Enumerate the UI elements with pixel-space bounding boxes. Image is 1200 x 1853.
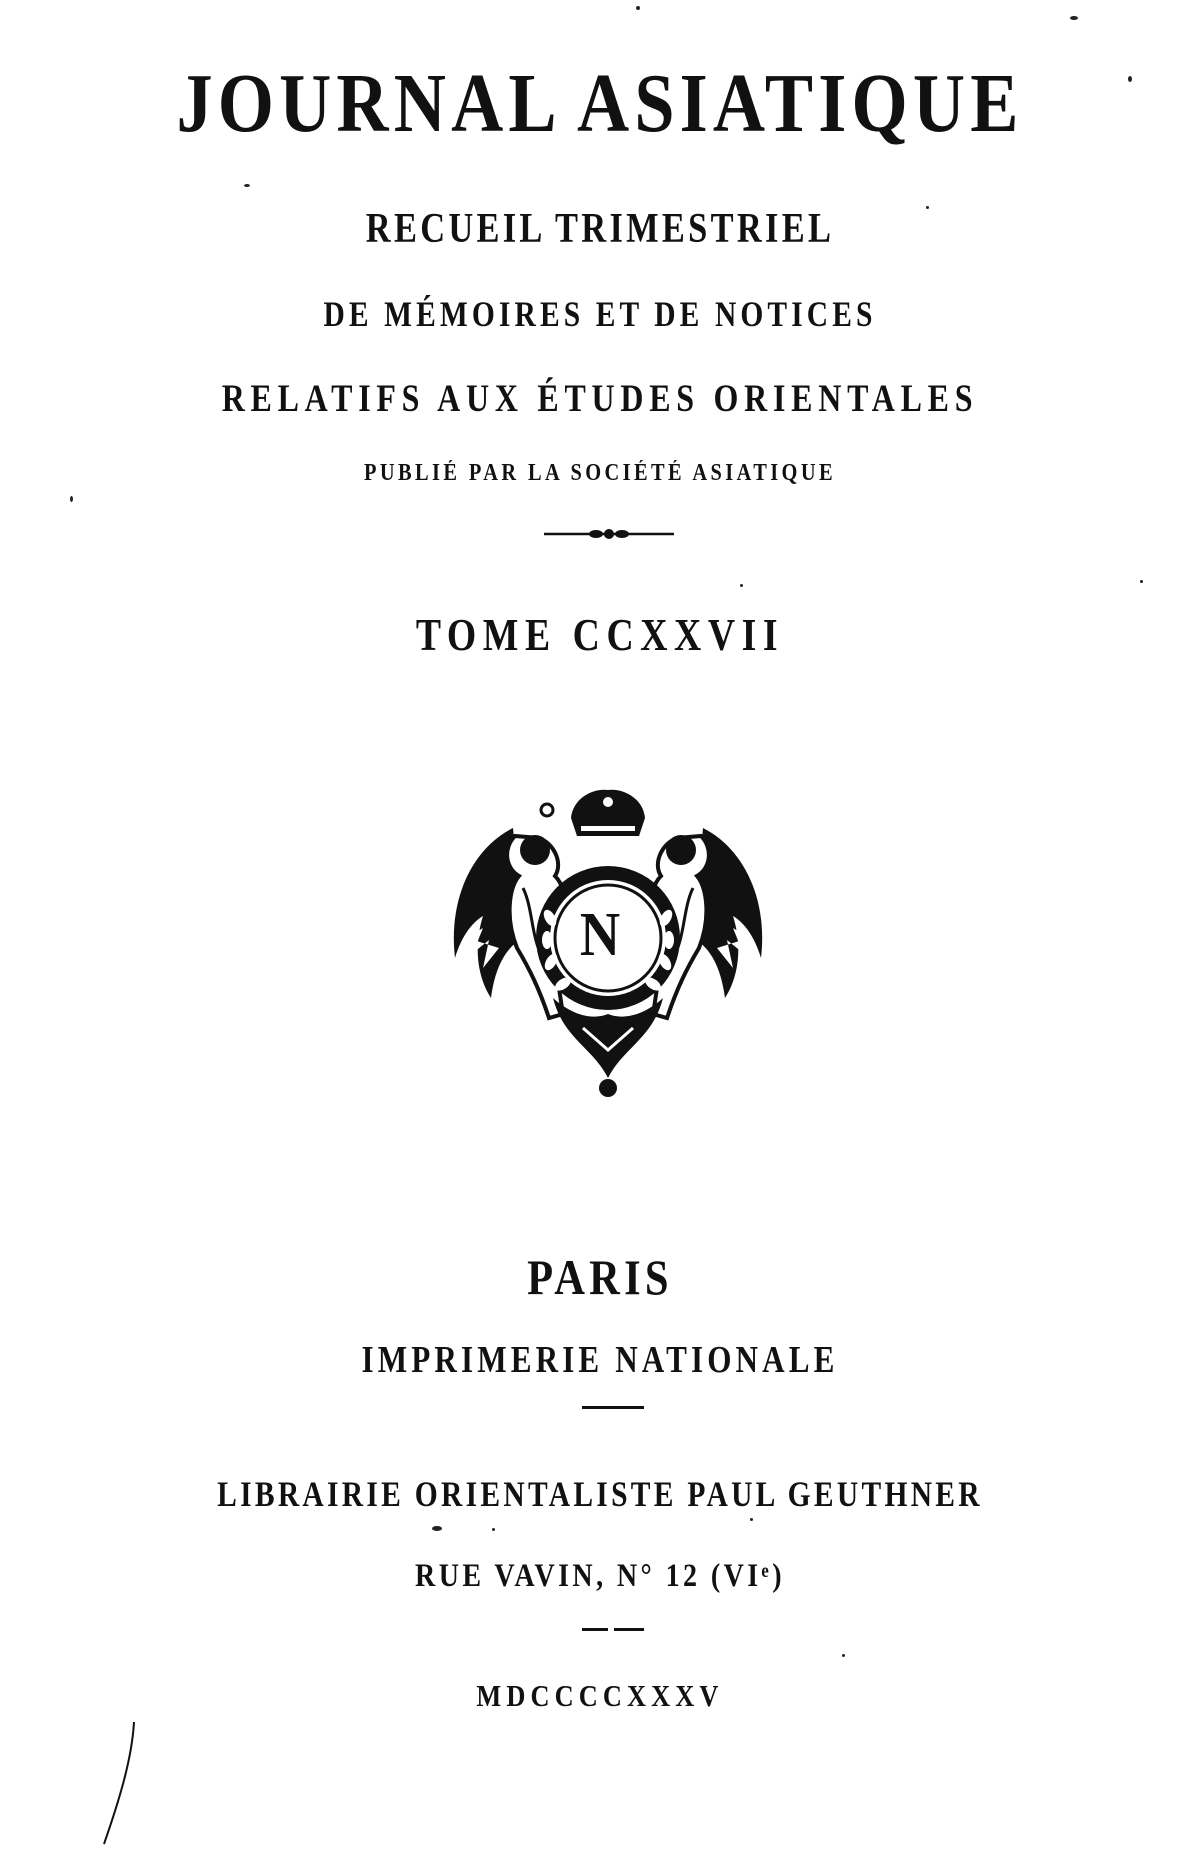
subtitle-memoires: DE MÉMOIRES ET DE NOTICES: [323, 294, 877, 334]
ink-speck: [926, 206, 929, 209]
ink-speck: [492, 1528, 495, 1531]
city: PARIS: [527, 1249, 673, 1305]
ink-speck: [1070, 16, 1078, 20]
ink-speck: [740, 584, 743, 587]
subtitle-etudes: RELATIFS AUX ÉTUDES ORIENTALES: [221, 377, 979, 420]
seal-initial: N: [579, 901, 621, 969]
ink-speck: [750, 1518, 753, 1521]
publisher: LIBRAIRIE ORIENTALISTE PAUL GEUTHNER: [217, 1474, 983, 1514]
ink-speck: [244, 184, 250, 187]
ink-speck: [1128, 76, 1132, 82]
publisher-address: RUE VAVIN, N° 12 (VIᵉ): [415, 1558, 785, 1594]
subtitle-societe: PUBLIÉ PAR LA SOCIÉTÉ ASIATIQUE: [364, 460, 836, 486]
ornamental-rule-icon: [544, 526, 674, 542]
ink-speck: [70, 496, 73, 502]
ink-speck: [842, 1654, 845, 1657]
ink-speck: [432, 1526, 442, 1531]
journal-title: JOURNAL ASIATIQUE: [176, 57, 1024, 150]
printer: IMPRIMERIE NATIONALE: [361, 1339, 839, 1381]
divider-rule: [582, 1406, 644, 1409]
volume-number: TOME CCXXVII: [415, 609, 785, 660]
ink-speck: [1140, 580, 1143, 583]
divider-rule-left: [582, 1628, 608, 1631]
divider-rule-right: [614, 1628, 644, 1631]
margin-scratch-icon: [100, 1718, 140, 1848]
subtitle-recueil: RECUEIL TRIMESTRIEL: [365, 206, 835, 252]
publication-year: MDCCCCXXXV: [476, 1678, 724, 1713]
ink-speck: [636, 6, 640, 10]
